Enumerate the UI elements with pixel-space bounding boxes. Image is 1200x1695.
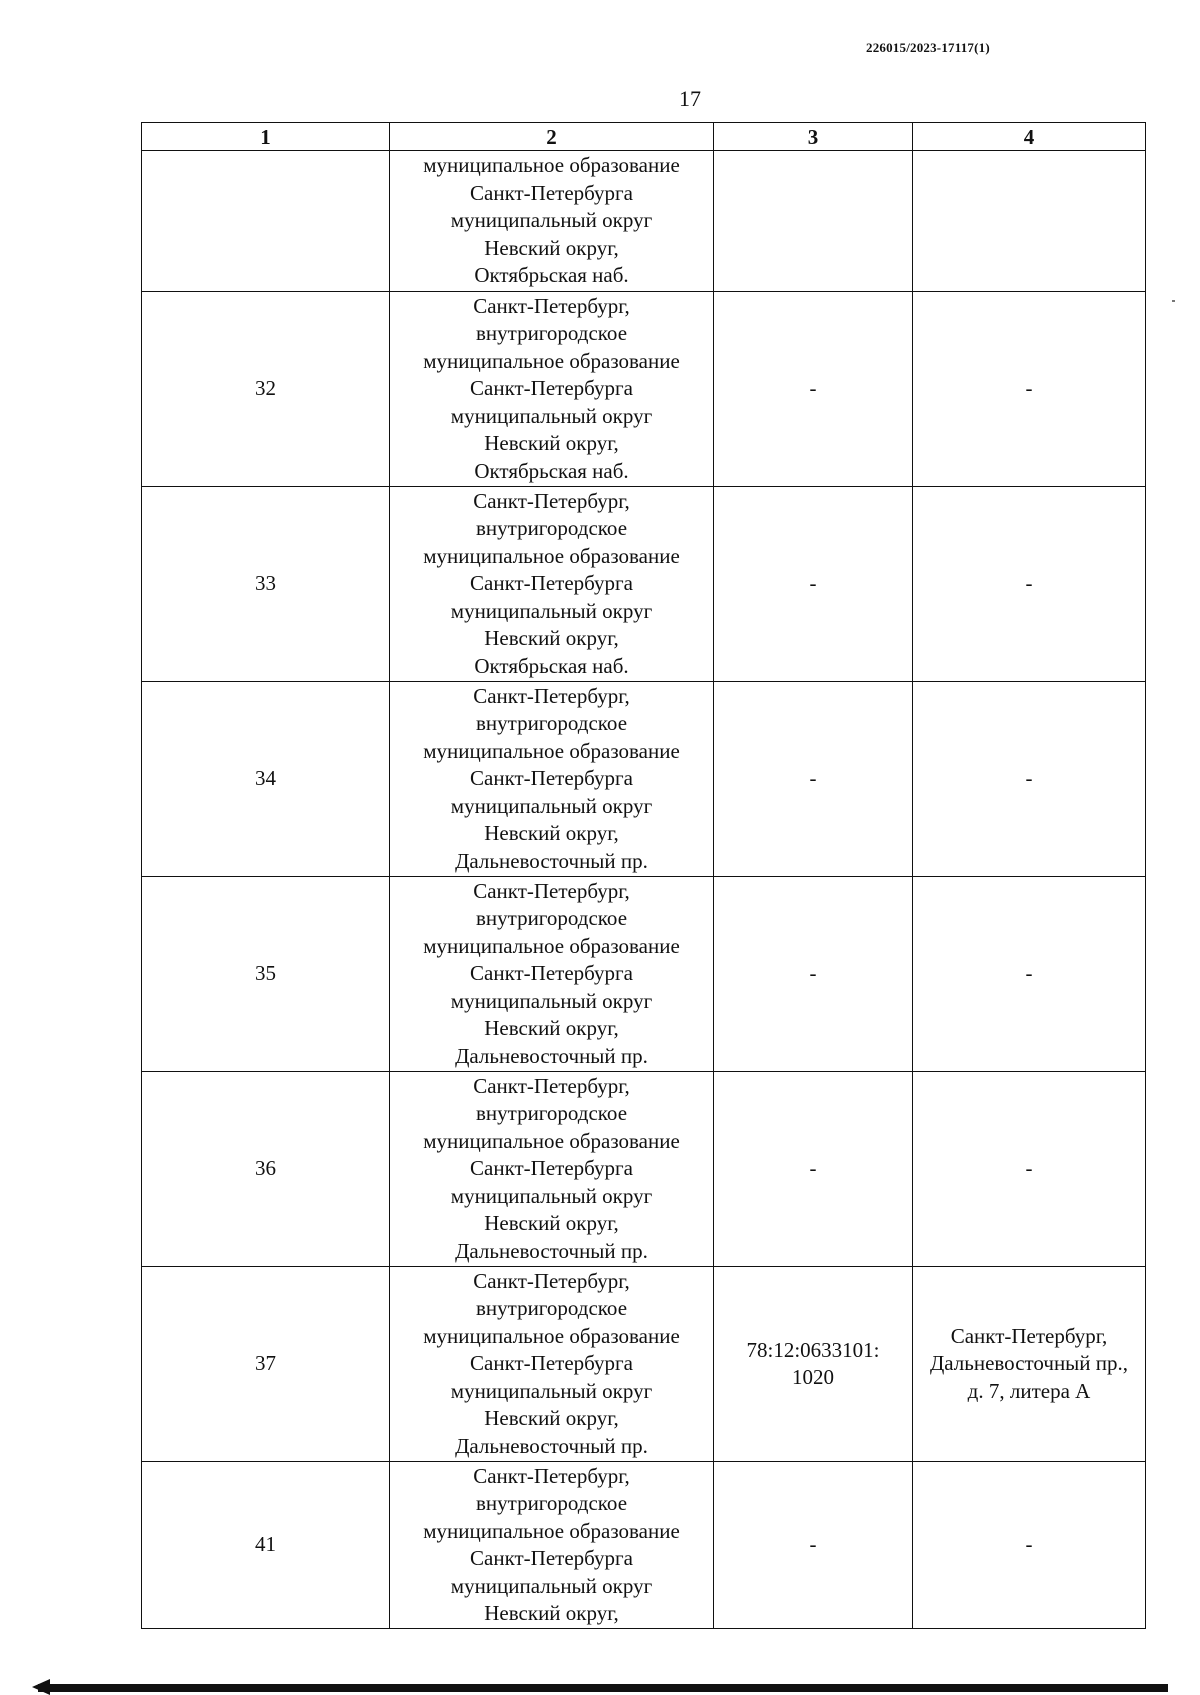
object-address-cell bbox=[913, 1267, 1146, 1462]
location-cell-line: внутригородское bbox=[475, 321, 628, 346]
object-address-cell: - bbox=[913, 1072, 1146, 1267]
location-cell bbox=[390, 877, 714, 1072]
row-number-cell: 41 bbox=[142, 1462, 390, 1629]
location-cell-line: Санкт-Петербурга bbox=[470, 961, 633, 986]
location-cell bbox=[390, 1072, 714, 1267]
cadastral-number-cell: - bbox=[714, 682, 913, 877]
location-cell-line: Санкт-Петербург, bbox=[473, 683, 630, 708]
location-cell-line: внутригородское bbox=[475, 711, 628, 736]
location-cell-line: внутригородское bbox=[475, 1491, 628, 1515]
location-cell-line: Дальневосточный пр. bbox=[455, 848, 648, 873]
location-cell-line: Невский округ, bbox=[484, 431, 619, 456]
column-header-3: 3 bbox=[714, 123, 913, 151]
location-cell-line: муниципальный округ bbox=[450, 1573, 653, 1598]
table-body bbox=[142, 151, 1146, 1629]
table-row bbox=[142, 151, 1146, 292]
table-row bbox=[142, 1267, 1146, 1462]
table-header bbox=[142, 123, 1146, 151]
object-address-cell: - bbox=[913, 292, 1146, 487]
header-row bbox=[142, 123, 1146, 151]
location-cell-line: Октябрьская наб. bbox=[474, 653, 629, 678]
location-cell-line: Санкт-Петербурга bbox=[470, 180, 633, 205]
table-row bbox=[142, 292, 1146, 487]
location-cell-line: Невский округ, bbox=[484, 1406, 619, 1431]
object-address-cell-line: Дальневосточный пр., bbox=[929, 1351, 1129, 1376]
object-address-cell: - bbox=[913, 487, 1146, 682]
location-cell-line: муниципальное образование bbox=[423, 933, 680, 958]
location-cell-line: Санкт-Петербурга bbox=[470, 1156, 633, 1181]
column-header-1: 1 bbox=[142, 123, 390, 151]
page-number bbox=[0, 86, 1200, 112]
cadastral-number-cell bbox=[714, 151, 913, 292]
location-cell-line: внутригородское bbox=[475, 906, 628, 931]
row-number-cell bbox=[142, 151, 390, 292]
location-cell-line: муниципальный округ bbox=[450, 988, 653, 1013]
location-cell bbox=[390, 487, 714, 682]
location-cell bbox=[390, 292, 714, 487]
document-number: 226015/2023-17117(1) bbox=[866, 40, 990, 55]
location-cell-line: муниципальный округ bbox=[450, 208, 653, 233]
location-cell-line: муниципальный округ bbox=[450, 1183, 653, 1208]
location-cell-line: Невский округ, bbox=[484, 821, 619, 846]
location-cell-line: Санкт-Петербурга bbox=[470, 766, 633, 791]
cadastral-number-cell: - bbox=[714, 1072, 913, 1267]
location-cell-line: Невский округ, bbox=[484, 1211, 619, 1236]
location-cell-line: Санкт-Петербурга bbox=[470, 1546, 633, 1570]
table-row bbox=[142, 487, 1146, 682]
location-cell-line: муниципальное образование bbox=[423, 153, 680, 178]
location-cell-line: Санкт-Петербурга bbox=[470, 376, 633, 401]
page-number-text: 17 bbox=[679, 86, 701, 111]
table-row bbox=[142, 1462, 1146, 1629]
register-table bbox=[141, 122, 1146, 1629]
location-cell-line: Дальневосточный пр. bbox=[455, 1043, 648, 1068]
column-header-4: 4 bbox=[913, 123, 1146, 151]
object-address-cell bbox=[913, 151, 1146, 292]
cadastral-number-cell: - bbox=[714, 292, 913, 487]
table-row bbox=[142, 682, 1146, 877]
row-number-cell: 36 bbox=[142, 1072, 390, 1267]
cadastral-number-cell-line: 1020 bbox=[792, 1365, 834, 1389]
location-cell-line: Невский округ, bbox=[484, 1601, 619, 1625]
table-row bbox=[142, 1072, 1146, 1267]
location-cell-line: Санкт-Петербург, bbox=[473, 1268, 630, 1293]
location-cell bbox=[390, 1462, 714, 1629]
cadastral-number-cell: - bbox=[714, 1462, 913, 1629]
location-cell-line: внутригородское bbox=[475, 1296, 628, 1321]
location-cell-line: Дальневосточный пр. bbox=[455, 1238, 648, 1263]
object-address-cell: - bbox=[913, 682, 1146, 877]
location-cell-line: Санкт-Петербург, bbox=[473, 878, 630, 903]
location-cell-line: муниципальный округ bbox=[450, 403, 653, 428]
location-cell-line: Октябрьская наб. bbox=[474, 263, 629, 288]
location-cell-line: муниципальный округ bbox=[450, 1378, 653, 1403]
location-cell bbox=[390, 682, 714, 877]
row-number-cell: 34 bbox=[142, 682, 390, 877]
location-cell-line: Октябрьская наб. bbox=[474, 458, 629, 483]
cadastral-number-cell: - bbox=[714, 877, 913, 1072]
location-cell-line: Санкт-Петербурга bbox=[470, 1351, 633, 1376]
row-number-cell: 33 bbox=[142, 487, 390, 682]
location-cell-line: внутригородское bbox=[475, 1101, 628, 1126]
location-cell-line: Невский округ, bbox=[484, 1016, 619, 1041]
table-row bbox=[142, 877, 1146, 1072]
location-cell bbox=[390, 1267, 714, 1462]
location-cell-line: муниципальное образование bbox=[423, 738, 680, 763]
row-number-cell: 35 bbox=[142, 877, 390, 1072]
object-address-cell-line: Санкт-Петербург, bbox=[950, 1323, 1108, 1348]
location-cell-line: муниципальное образование bbox=[423, 543, 680, 568]
location-cell-line: Санкт-Петербург, bbox=[473, 1463, 630, 1488]
footer-bar bbox=[38, 1684, 1168, 1692]
location-cell-line: муниципальное образование bbox=[423, 1518, 680, 1543]
location-cell-line: Дальневосточный пр. bbox=[455, 1433, 648, 1458]
scan-mark bbox=[1172, 300, 1175, 302]
location-cell-line: Санкт-Петербург, bbox=[473, 293, 630, 318]
location-cell bbox=[390, 151, 714, 292]
location-cell-line: Санкт-Петербурга bbox=[470, 571, 633, 596]
location-cell-line: муниципальный округ bbox=[450, 598, 653, 623]
cadastral-number-cell-line: 78:12:0633101: bbox=[746, 1337, 880, 1362]
cadastral-number-cell bbox=[714, 1267, 913, 1462]
row-number-cell: 37 bbox=[142, 1267, 390, 1462]
location-cell-line: муниципальный округ bbox=[450, 793, 653, 818]
location-cell-line: Невский округ, bbox=[484, 235, 619, 260]
column-header-2: 2 bbox=[390, 123, 714, 151]
row-number-cell: 32 bbox=[142, 292, 390, 487]
location-cell-line: Санкт-Петербург, bbox=[473, 488, 630, 513]
location-cell-line: внутригородское bbox=[475, 516, 628, 541]
cadastral-number-cell: - bbox=[714, 487, 913, 682]
location-cell-line: муниципальное образование bbox=[423, 1323, 680, 1348]
object-address-cell-line: д. 7, литера А bbox=[967, 1378, 1091, 1403]
object-address-cell: - bbox=[913, 877, 1146, 1072]
location-cell-line: Санкт-Петербург, bbox=[473, 1073, 630, 1098]
location-cell-line: Невский округ, bbox=[484, 626, 619, 651]
location-cell-line: муниципальное образование bbox=[423, 348, 680, 373]
object-address-cell: - bbox=[913, 1462, 1146, 1629]
location-cell-line: муниципальное образование bbox=[423, 1128, 680, 1153]
